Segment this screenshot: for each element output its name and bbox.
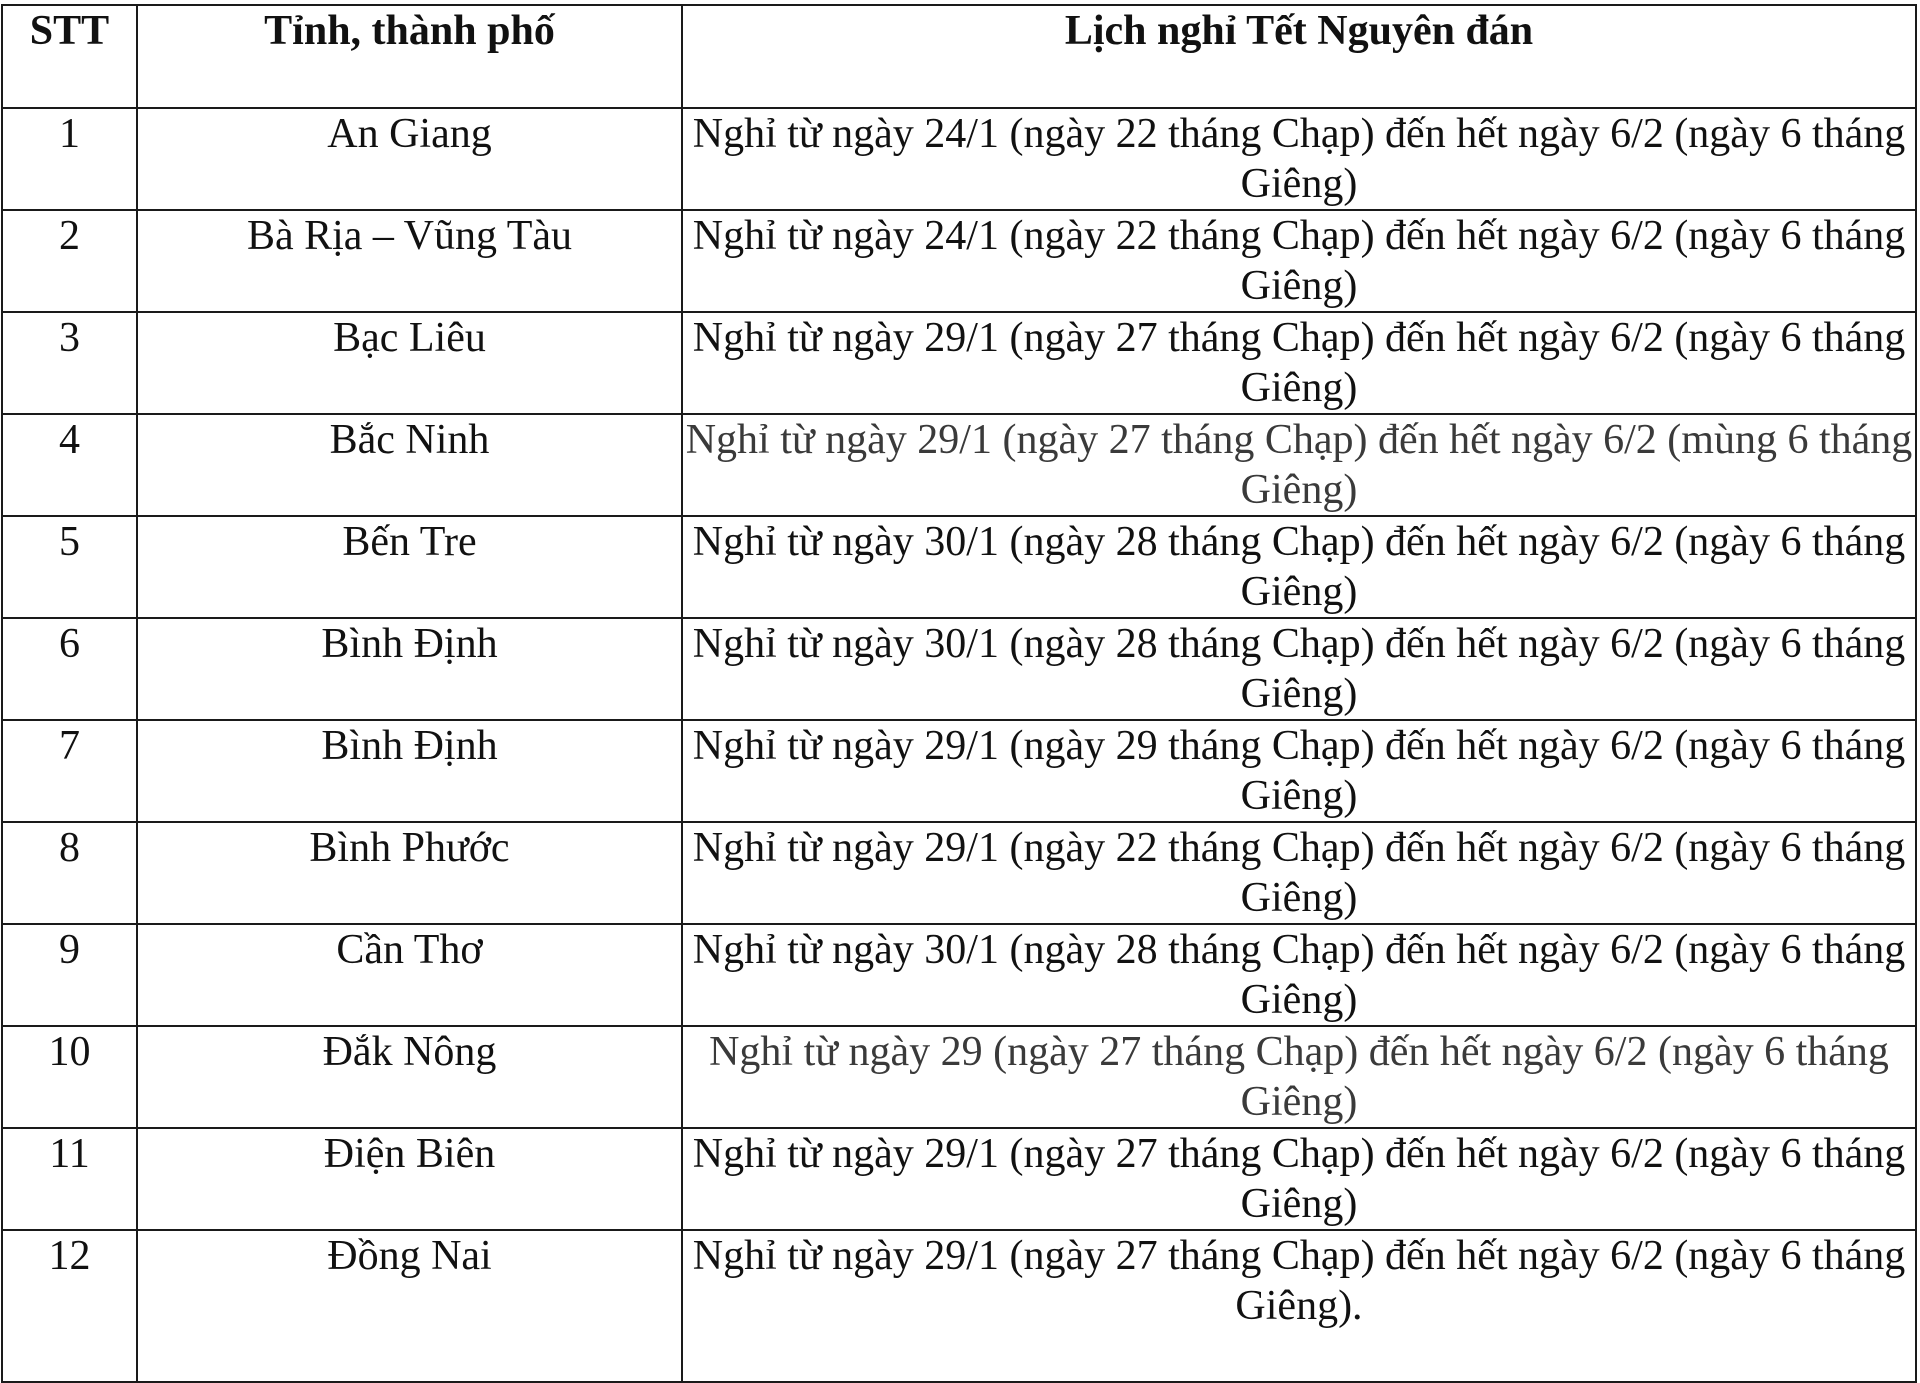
row-province: Bắc Ninh (137, 414, 682, 516)
table-row (2, 1128, 1916, 1230)
row-province: Đắk Nông (137, 1026, 682, 1128)
row-schedule: Nghỉ từ ngày 29/1 (ngày 27 tháng Chạp) đến hết ngày 6/2 (ngày 6 tháng Giêng) (682, 312, 1916, 414)
table-row (2, 210, 1916, 312)
table-row (2, 924, 1916, 1026)
table-row (2, 618, 1916, 720)
row-province: Bà Rịa – Vũng Tàu (137, 210, 682, 312)
row-stt: 9 (2, 924, 137, 1026)
tet-holiday-table (1, 4, 1917, 1383)
table-header-row (2, 5, 1916, 108)
row-province: Bình Định (137, 618, 682, 720)
row-stt: 8 (2, 822, 137, 924)
header-stt: STT (2, 5, 137, 108)
table-row (2, 720, 1916, 822)
row-schedule: Nghỉ từ ngày 24/1 (ngày 22 tháng Chạp) đến hết ngày 6/2 (ngày 6 tháng Giêng) (682, 108, 1916, 210)
row-province: Bình Phước (137, 822, 682, 924)
row-stt: 1 (2, 108, 137, 210)
row-stt: 5 (2, 516, 137, 618)
table-row (2, 1230, 1916, 1382)
table-row (2, 1026, 1916, 1128)
table-row (2, 108, 1916, 210)
row-stt: 10 (2, 1026, 137, 1128)
row-stt: 6 (2, 618, 137, 720)
table-row (2, 414, 1916, 516)
row-province: Bình Định (137, 720, 682, 822)
row-schedule: Nghỉ từ ngày 29 (ngày 27 tháng Chạp) đến hết ngày 6/2 (ngày 6 tháng Giêng) (682, 1026, 1916, 1128)
row-schedule: Nghỉ từ ngày 30/1 (ngày 28 tháng Chạp) đến hết ngày 6/2 (ngày 6 tháng Giêng) (682, 516, 1916, 618)
row-province: Bạc Liêu (137, 312, 682, 414)
table-row (2, 312, 1916, 414)
row-schedule: Nghỉ từ ngày 30/1 (ngày 28 tháng Chạp) đến hết ngày 6/2 (ngày 6 tháng Giêng) (682, 618, 1916, 720)
header-schedule: Lịch nghỉ Tết Nguyên đán (682, 5, 1916, 108)
row-schedule: Nghỉ từ ngày 29/1 (ngày 22 tháng Chạp) đến hết ngày 6/2 (ngày 6 tháng Giêng) (682, 822, 1916, 924)
header-province: Tỉnh, thành phố (137, 5, 682, 108)
row-province: Điện Biên (137, 1128, 682, 1230)
row-stt: 2 (2, 210, 137, 312)
table-row (2, 516, 1916, 618)
row-stt: 12 (2, 1230, 137, 1382)
row-schedule: Nghỉ từ ngày 29/1 (ngày 27 tháng Chạp) đến hết ngày 6/2 (mùng 6 tháng Giêng) (682, 414, 1916, 516)
row-province: Bến Tre (137, 516, 682, 618)
row-schedule: Nghỉ từ ngày 29/1 (ngày 29 tháng Chạp) đến hết ngày 6/2 (ngày 6 tháng Giêng) (682, 720, 1916, 822)
row-province: Cần Thơ (137, 924, 682, 1026)
row-schedule: Nghỉ từ ngày 30/1 (ngày 28 tháng Chạp) đến hết ngày 6/2 (ngày 6 tháng Giêng) (682, 924, 1916, 1026)
row-province: An Giang (137, 108, 682, 210)
row-schedule: Nghỉ từ ngày 24/1 (ngày 22 tháng Chạp) đến hết ngày 6/2 (ngày 6 tháng Giêng) (682, 210, 1916, 312)
row-stt: 4 (2, 414, 137, 516)
row-stt: 7 (2, 720, 137, 822)
row-schedule: Nghỉ từ ngày 29/1 (ngày 27 tháng Chạp) đến hết ngày 6/2 (ngày 6 tháng Giêng). (682, 1230, 1916, 1382)
row-stt: 3 (2, 312, 137, 414)
row-stt: 11 (2, 1128, 137, 1230)
row-province: Đồng Nai (137, 1230, 682, 1382)
table-row (2, 822, 1916, 924)
row-schedule: Nghỉ từ ngày 29/1 (ngày 27 tháng Chạp) đến hết ngày 6/2 (ngày 6 tháng Giêng) (682, 1128, 1916, 1230)
